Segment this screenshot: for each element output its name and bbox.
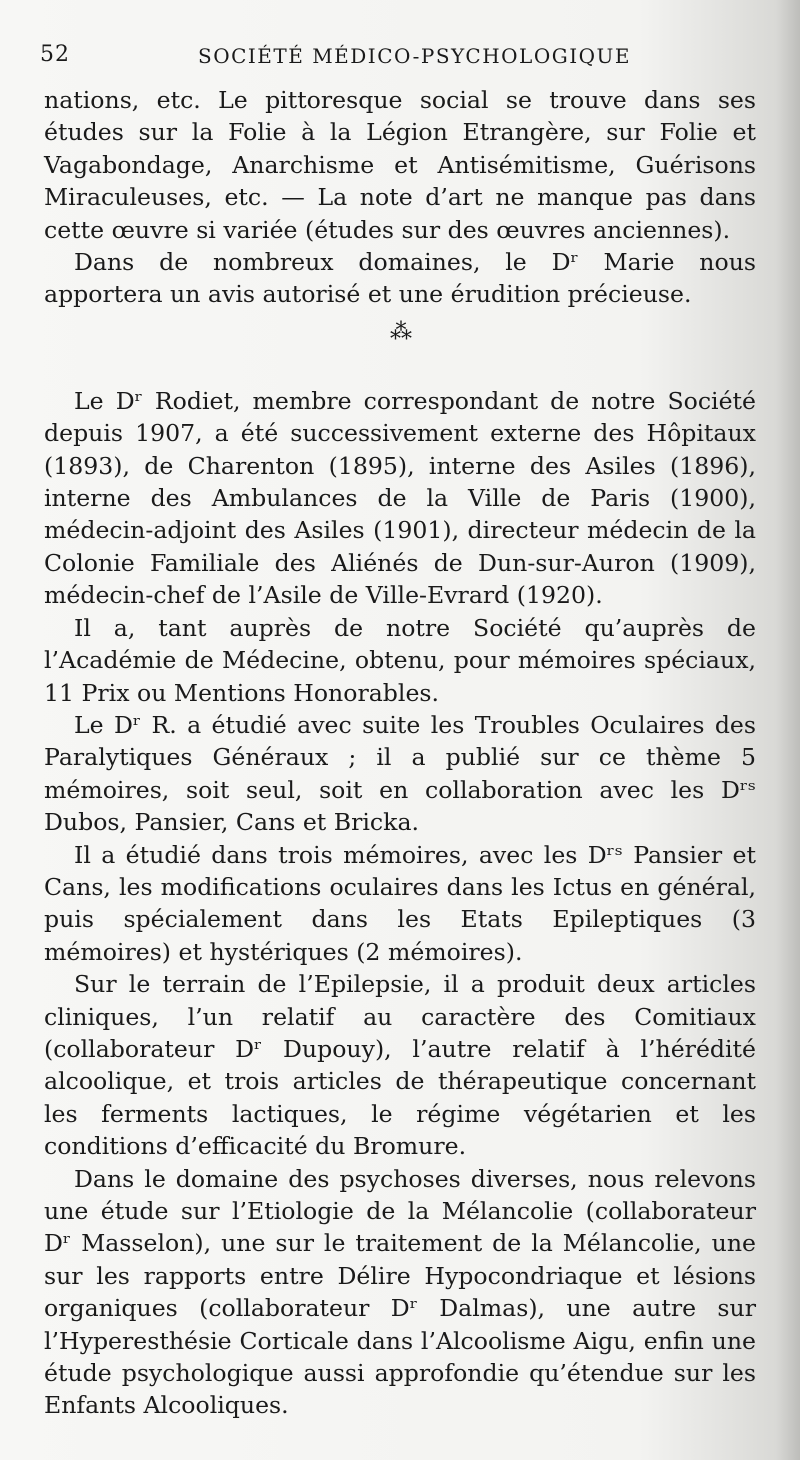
asterism-separator: ⁂ [390, 319, 410, 345]
paragraph: Il a étudié dans trois mémoires, avec les Dʳˢ Pansier et Cans, les modifications oculaires dans les Ictus en général, puis spécialement dans les Etats Epileptiques (3 mémoires) et hystériques (2 mémoires). [44, 840, 756, 966]
paragraph: Dans le domaine des psychoses diverses, nous relevons une étude sur l’Etiologie de la Mélancolie (collaborateur Dʳ Masselon), une sur le traitement de la Mélancolie, une sur les rapports entre Délire Hypocondriaque et lésions organiques (collaborateur Dʳ Dalmas), une autre sur l’Hyperesthésie Corticale dans l’Alcoolisme Aigu, enfin une étude psychologique aussi approfondie qu’étendue sur les Enfants Alcooliques. [44, 1164, 756, 1420]
paragraph: Sur le terrain de l’Epilepsie, il a produit deux articles cliniques, l’un relatif au caractère des Comitiaux (collaborateur Dʳ Dupouy), l’autre relatif à l’hérédité alcoolique, et trois articles de thérapeutique concernant les ferments lactiques, le régime végétarien et les conditions d’efficacité du Bromure. [44, 970, 756, 1161]
paragraph: Dans de nombreux domaines, le Dʳ Marie nous apportera un avis autorisé et une érudition précieuse. [44, 248, 756, 309]
page-number: 52 [40, 42, 70, 67]
paragraph-continued: nations, etc. Le pittoresque social se trouve dans ses études sur la Folie à la Légion Etrangère, sur Folie et Vagabondage, Anarchisme et Antisémitisme, Guérisons Miraculeuses, etc. — La note d’art ne manque pas dans cette œuvre si variée (études sur des œuvres anciennes). [44, 86, 756, 244]
body-text [44, 84, 756, 1422]
paragraph: Il a, tant auprès de notre Société qu’auprès de l’Académie de Médecine, obtenu, pour mémoires spéciaux, 11 Prix ou Mentions Honorables. [44, 613, 756, 707]
paragraph: Le Dʳ R. a étudié avec suite les Troubles Oculaires des Paralytiques Généraux ; il a publié sur ce thème 5 mémoires, soit seul, soit en collaboration avec les Dʳˢ Dubos, Pansier, Cans et Bricka. [44, 710, 756, 837]
paragraph: Le Dʳ Rodiet, membre correspondant de notre Société depuis 1907, a été successivement externe des Hôpitaux (1893), de Charenton (1895), interne des Asiles (1896), interne des Ambulances de la Ville de Paris (1900), médecin-adjoint des Asiles (1901), directeur médecin de la Colonie Familiale des Aliénés de Dun-sur-Auron (1909), médecin-chef de l’Asile de Ville-Evrard (1920). [44, 386, 756, 610]
running-title: SOCIÉTÉ MÉDICO-PSYCHOLOGIQUE [198, 44, 631, 68]
page-header [40, 38, 760, 72]
